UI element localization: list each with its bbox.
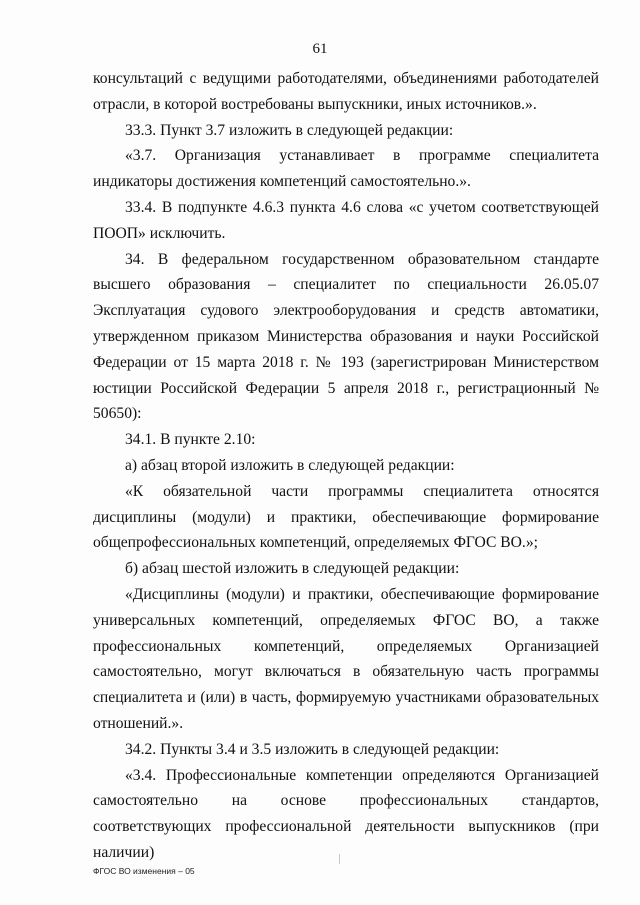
paragraph: «К обязательной части программы специалитета относятся дисциплины (модули) и практики, обеспечивающие формирование общепрофессиональных компетенций, определяемых ФГОС ВО.»; (93, 482, 599, 552)
page-number: 61 (312, 41, 328, 57)
paragraph: 34.2. Пункты 3.4 и 3.5 изложить в следующей редакции: (125, 740, 500, 758)
paragraph: 34. В федеральном государственном образовательном стандарте высшего образования – специалитет по специальности 26.05.07 Эксплуатация судового электрооборудования и средств автоматики, утвержденном приказом Министерства образования и науки Российской Федерации от 15 марта 2018 г. № 193 (зарегистрирован Министерством юстиции Российской Федерации 5 апреля 2018 г., регистрационный № 50650): (93, 250, 599, 423)
paragraph: б) абзац шестой изложить в следующей редакции: (125, 560, 460, 578)
page-footer: ФГОС ВО изменения – 05 (93, 866, 195, 876)
paragraph: консультаций с ведущими работодателями, объединениями работодателей отрасли, в которой востребованы выпускники, иных источников.». (93, 70, 599, 113)
scan-artifact (339, 854, 340, 864)
paragraph: «Дисциплины (модули) и практики, обеспечивающие формирование универсальных компетенций, определяемых ФГОС ВО, а также профессиональных компетенций, определяемых Организацией самостоятельно, могут включаться в обязательную часть программы специалитета и (или) в часть, формируемую участниками образовательных отношений.». (93, 585, 599, 732)
paragraph: а) абзац второй изложить в следующей редакции: (125, 456, 455, 474)
paragraph: 33.4. В подпункте 4.6.3 пункта 4.6 слова «с учетом соответствующей ПООП» исключить. (93, 198, 599, 242)
paragraph: «3.4. Профессиональные компетенции определяются Организацией самостоятельно на основе профессиональных стандартов, соответствующих профессиональной деятельности выпускников (при наличии) (93, 766, 599, 861)
document-body (93, 66, 599, 866)
paragraph: «3.7. Организация устанавливает в программе специалитета индикаторы достижения компетенций самостоятельно.». (93, 147, 599, 191)
paragraph: 33.3. Пункт 3.7 изложить в следующей редакции: (125, 121, 454, 139)
paragraph: 34.1. В пункте 2.10: (125, 431, 256, 449)
